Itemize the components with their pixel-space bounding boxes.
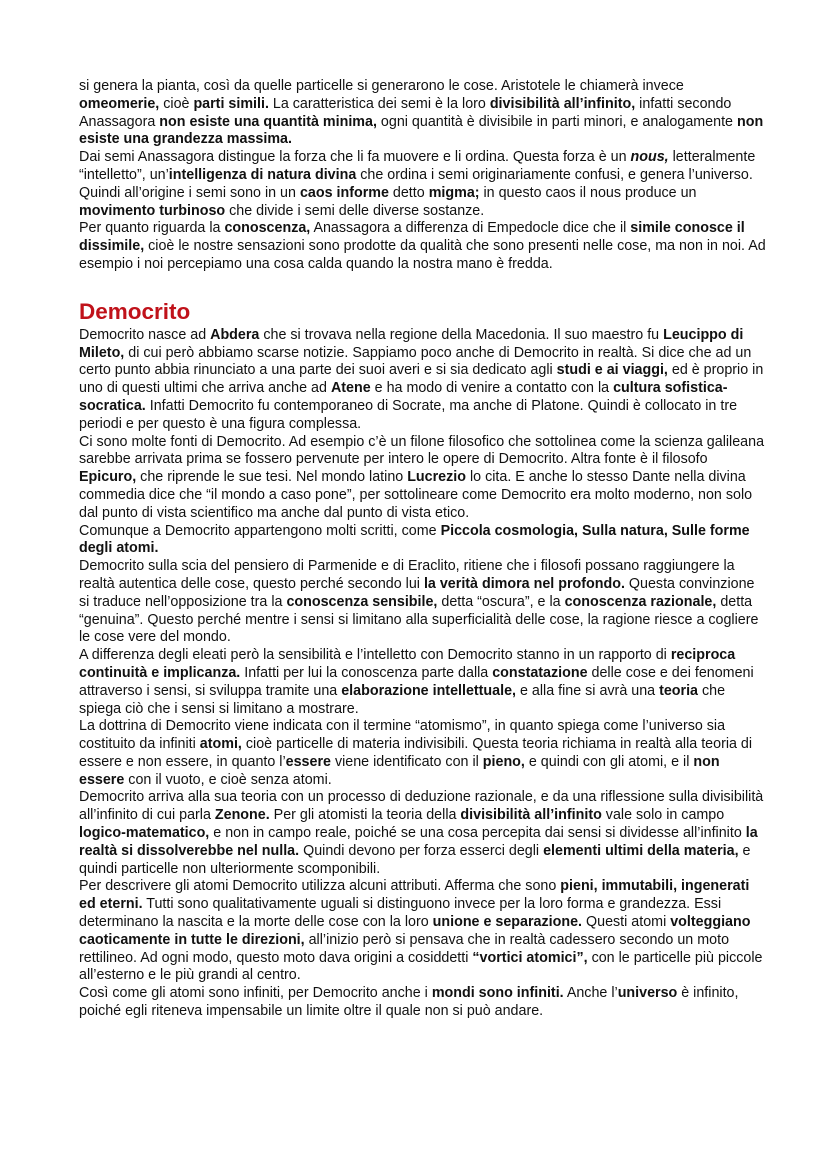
bold-text-run: Zenone. xyxy=(214,807,270,824)
text-run: di cui però abbiamo scarse notizie. Sappiamo poco anche di Democrito in realtà. Si dice che ad un certo punto abbia rinunciato a una parte dei suoi averi e si sia dedicato agli xyxy=(79,344,752,379)
bold-text-run: migma; xyxy=(428,184,480,201)
bold-text-run: teoria xyxy=(659,682,699,699)
text-run: La dottrina di Democrito viene indicata con il termine “atomismo”, in quanto spiega come l’universo sia costituito da infiniti xyxy=(79,718,726,753)
bold-text-run: non essere xyxy=(79,753,720,788)
bold-text-run: mondi sono infiniti. xyxy=(431,985,564,1002)
bold-text-run: Atene xyxy=(330,380,371,397)
bold-text-run: la verità dimora nel profondo. xyxy=(423,575,625,592)
text-run: Tutti sono qualitativamente uguali si distinguono invece per la loro forma e grandezza. Essi determinano la nascita e la morte delle cose con la loro xyxy=(79,896,722,931)
bold-text-run: elaborazione intellettuale, xyxy=(341,682,517,699)
text-run: all’inizio però si pensava che in realtà cadessero secondo un moto rettilineo. Ad ogni modo, questo moto dava origini a cosiddetti xyxy=(79,931,730,966)
text-run: Questi atomi xyxy=(582,914,671,931)
bold-text-run: intelligenza di natura divina xyxy=(168,166,357,183)
bold-text-run: nous, xyxy=(630,149,669,166)
text-run: e quindi particelle non ulteriormente scomponibili. xyxy=(79,842,751,877)
text-run: Dai semi Anassagora distingue la forza che li fa muovere e li ordina. Questa forza è un xyxy=(79,149,631,166)
text-run: e quindi con gli atomi, e il xyxy=(524,753,694,770)
text-run: cioè xyxy=(159,95,194,112)
text-run: letteralmente “intelletto”, un’ xyxy=(79,149,756,183)
text-run: cioè particelle di materia indivisibili. Questa teoria richiama in realtà alla teoria di essere e non essere, in quanto l’ xyxy=(79,736,753,770)
bold-text-run: Abdera xyxy=(210,326,260,343)
intro-paragraph-nous xyxy=(79,149,768,220)
paragraph-fonti xyxy=(79,434,768,523)
bold-text-run: reciproca continuità e implicanza. xyxy=(79,647,736,681)
paragraph-biografia xyxy=(79,327,768,434)
bold-text-run: Lucrezio xyxy=(407,469,466,486)
text-run: Comunque a Democrito appartengono molti scritti, come xyxy=(79,522,441,539)
bold-text-run: divisibilità all’infinito xyxy=(460,807,602,824)
bold-text-run: divisibilità all’infinito, xyxy=(489,95,636,112)
bold-text-run: movimento turbinoso xyxy=(79,202,226,219)
bold-text-run: logico-matematico, xyxy=(79,825,210,842)
text-run: con le particelle più piccole all’esterno e le più grandi al centro. xyxy=(79,949,763,984)
bold-text-run: pieno, xyxy=(482,753,525,770)
text-run: Ci sono molte fonti di Democrito. Ad esempio c’è un filone filosofico che sottolinea come la scienza galileana sarebbe arrivata prima se fossero pervenute per intero le opere di Democrito. Altra fonte è il filosofo xyxy=(79,433,765,468)
text-run: La caratteristica dei semi è la loro xyxy=(268,95,490,112)
bold-text-run: caos informe xyxy=(299,184,389,201)
bold-text-run: conoscenza, xyxy=(224,220,311,237)
bold-text-run: parti simili. xyxy=(193,95,269,112)
text-run: e alla fine si avrà una xyxy=(516,682,660,699)
text-run: infatti secondo Anassagora xyxy=(79,95,732,130)
bold-text-run: Leucippo di Mileto, xyxy=(79,326,744,361)
text-run: e ha modo di venire a contatto con la xyxy=(370,380,614,397)
paragraph-sensibilita-intelletto xyxy=(79,647,768,718)
bold-text-run: elementi ultimi della materia, xyxy=(543,842,739,859)
text-run: con il vuoto, e cioè senza atomi. xyxy=(124,771,332,788)
section-heading-democrito: Democrito xyxy=(79,298,191,324)
bold-text-run: conoscenza sensibile, xyxy=(286,593,438,610)
text-run: viene identificato con il xyxy=(330,753,483,770)
text-run: che ordina i semi originariamente confusi, e genera l’universo. Quindi all’origine i semi sono in un xyxy=(79,166,753,201)
bold-text-run: simile conosce il dissimile, xyxy=(79,220,745,255)
text-run: vale solo in campo xyxy=(601,807,725,824)
text-run: Anassagora a differenza di Empedocle dice che il xyxy=(310,220,631,237)
text-run: Democrito nasce ad xyxy=(79,326,211,343)
paragraph-atomismo xyxy=(79,718,768,789)
text-run: che spiega ciò che i sensi si limitano a mostrare. xyxy=(79,682,726,717)
text-run: Democrito sulla scia del pensiero di Parmenide e di Eraclito, ritiene che i filosofi possano raggiungere la realtà autentica delle cose, questo perché secondo lui xyxy=(79,558,735,592)
text-run: cioè le nostre sensazioni sono prodotte da qualità che sono presenti nelle cose, ma non in noi. Ad esempio i noi percepiamo una cosa calda quando la nostra mano è fredda. xyxy=(79,238,766,272)
text-run: in questo caos il nous produce un xyxy=(479,184,697,201)
bold-text-run: studi e ai viaggi, xyxy=(556,362,668,379)
text-run: A differenza degli eleati però la sensibilità e l’intelletto con Democrito stanno in un rapporto di xyxy=(79,647,671,664)
text-run: ed è proprio in uno di questi ultimi che arriva anche ad xyxy=(79,362,764,397)
bold-text-run: Epicuro, xyxy=(79,469,137,486)
paragraph-deduzione xyxy=(79,789,768,878)
bold-text-run: unione e separazione. xyxy=(432,914,583,931)
text-run: Così come gli atomi sono infiniti, per Democrito anche i xyxy=(79,985,432,1002)
text-run: si genera la pianta, così da quelle particelle si generarono le cose. Aristotele le chiamerà invece xyxy=(79,78,684,94)
text-run: delle cose e dei fenomeni attraverso i sensi, si sviluppa tramite una xyxy=(79,664,754,699)
text-run: Per quanto riguarda la xyxy=(79,220,225,237)
text-run: Questa convinzione si traduce nell’opposizione tra la xyxy=(79,575,755,610)
text-run: Democrito arriva alla sua teoria con un processo di deduzione razionale, e da una riflessione sulla divisibilità all’infinito di cui parla xyxy=(79,789,764,824)
bold-text-run: omeomerie, xyxy=(79,95,160,112)
text-run: detta “genuina”. Questo perché mentre i sensi si limitano alla superficialità delle cose, la ragione riesce a cogliere le cose vere del mondo. xyxy=(79,593,759,646)
text-run: Per gli atomisti la teoria della xyxy=(269,807,461,824)
text-run: che riprende le sue tesi. Nel mondo latino xyxy=(136,469,408,486)
text-run: detto xyxy=(388,184,429,201)
bold-text-run: Piccola cosmologia, Sulla natura, Sulle forme degli atomi. xyxy=(79,522,750,557)
text-run: Anche l’ xyxy=(563,985,618,1002)
text-run: che divide i semi delle diverse sostanze. xyxy=(225,202,485,219)
bold-text-run: la realtà si dissolverebbe nel nulla. xyxy=(79,825,758,859)
bold-text-run: non esiste una quantità minima, xyxy=(159,113,377,130)
paragraph-mondi-infiniti xyxy=(79,985,768,1021)
bold-text-run: cultura sofistica-socratica. xyxy=(79,380,728,414)
text-run: Quindi devono per forza esserci degli xyxy=(299,842,544,859)
bold-text-run: volteggiano caoticamente in tutte le direzioni, xyxy=(79,914,751,948)
intro-paragraph-conoscenza xyxy=(79,220,768,273)
paragraph-scritti xyxy=(79,523,768,559)
text-run: ogni quantità è divisibile in parti minori, e analogamente xyxy=(376,113,737,130)
text-run: detta “oscura”, e la xyxy=(437,593,565,610)
bold-text-run: universo xyxy=(617,985,678,1002)
text-run: che si trovava nella regione della Macedonia. Il suo maestro fu xyxy=(259,326,664,343)
text-run: è infinito, poiché egli riteneva impensabile un limite oltre il quale non si può andare. xyxy=(79,985,739,1020)
paragraph-attributi-atomi xyxy=(79,878,768,985)
bold-text-run: “vortici atomici”, xyxy=(472,949,588,966)
text-run: Infatti Democrito fu contemporaneo di Socrate, ma anche di Platone. Quindi è collocato in tre periodi e per questo è una figura complessa. xyxy=(79,397,738,432)
bold-text-run: atomi, xyxy=(199,736,242,753)
text-run: lo cita. E anche lo stesso Dante nella divina commedia dice che “il mondo a caso pone”, per sottolineare come Democrito era molto moderno, non solo dal punto di vista scientifico ma anche dal punto di vista etico. xyxy=(79,469,753,521)
bold-text-run: non esiste una grandezza massima. xyxy=(79,113,764,148)
intro-paragraph-semi xyxy=(79,78,768,149)
paragraph-conoscenza xyxy=(79,558,768,647)
bold-text-run: essere xyxy=(285,753,331,770)
text-run: Infatti per lui la conoscenza parte dalla xyxy=(240,664,493,681)
text-run: e non in campo reale, poiché se una cosa percepita dai sensi si dividesse all’infinito xyxy=(209,825,746,842)
bold-text-run: conoscenza razionale, xyxy=(564,593,717,610)
bold-text-run: pieni, immutabili, ingenerati ed eterni. xyxy=(79,878,750,913)
bold-text-run: constatazione xyxy=(492,664,588,681)
text-run: Per descrivere gli atomi Democrito utilizza alcuni attributi. Afferma che sono xyxy=(79,878,561,895)
